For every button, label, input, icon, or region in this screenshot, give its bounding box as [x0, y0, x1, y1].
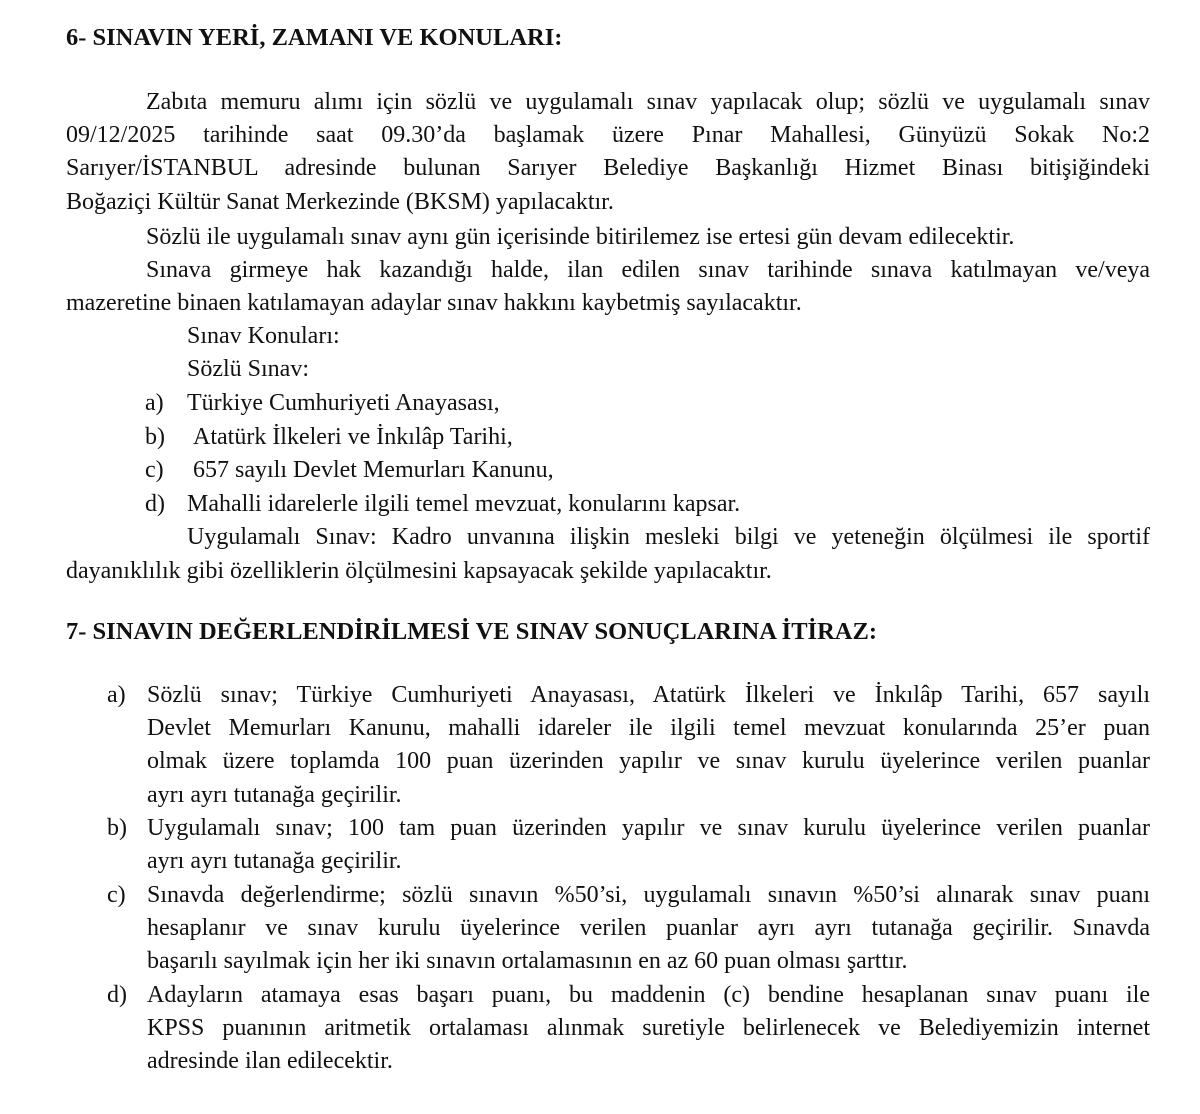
text-line: Devlet Memurları Kanunu, mahalli idareler ile ilgili temel mevzuat konularında 25’er puan [147, 715, 1150, 741]
text-line: Sarıyer/İSTANBUL adresinde bulunan Sarıyer Belediye Başkanlığı Hizmet Binası bitişiğindeki [66, 155, 1150, 181]
text-line: ayrı ayrı tutanağa geçirilir. [147, 848, 402, 874]
text-line: Boğaziçi Kültür Sanat Merkezinde (BKSM) yapılacaktır. [66, 189, 614, 215]
text-line: Sınavda değerlendirme; sözlü sınavın %50’si, uygulamalı sınavın %50’si alınarak sınav puanı [147, 882, 1150, 908]
list-item-text: Atatürk İlkeleri ve İnkılâp Tarihi, [193, 424, 513, 450]
text-line: Uygulamalı Sınav: Kadro unvanına ilişkin mesleki bilgi ve yeteneğin ölçülmesi ile sportif [187, 524, 1150, 550]
text-line: Uygulamalı sınav; 100 tam puan üzerinden yapılır ve sınav kurulu üyelerince verilen puanlar [147, 815, 1150, 841]
text-line: başarılı sayılmak için her iki sınavın ortalamasının en az 60 puan olması şarttır. [147, 948, 908, 974]
list-item [145, 489, 740, 519]
list-marker: d) [145, 491, 165, 517]
section-6-paragraph-continuation: Sözlü ile uygulamalı sınav aynı gün içerisinde bitirilemez ise ertesi gün devam edilecektir. [146, 224, 1015, 250]
text-line: hesaplanır ve sınav kurulu üyelerince verilen puanlar ayrı ayrı tutanağa geçirilir. Sınavda [147, 915, 1150, 941]
list-marker: a) [107, 682, 126, 708]
list-item-text: Mahalli idarelerle ilgili temel mevzuat, konularını kapsar. [187, 491, 741, 517]
list-marker: c) [107, 882, 126, 908]
text-line: 09/12/2025 tarihinde saat 09.30’da başlamak üzere Pınar Mahallesi, Günyüzü Sokak No:2 [66, 122, 1150, 148]
list-item [145, 455, 554, 485]
section-7-heading: 7- SINAVIN DEĞERLENDİRİLMESİ VE SINAV SONUÇLARINA İTİRAZ: [66, 618, 877, 645]
text-line: dayanıklılık gibi özelliklerin ölçülmesini kapsayacak şekilde yapılacaktır. [66, 558, 772, 584]
exam-subjects-label: Sınav Konuları: [187, 323, 340, 349]
list-marker: b) [145, 424, 165, 450]
text-line: mazeretine binaen katılamayan adaylar sınav hakkını kaybetmiş sayılacaktır. [66, 290, 802, 316]
text-line: Zabıta memuru alımı için sözlü ve uygulamalı sınav yapılacak olup; sözlü ve uygulamalı sınav [146, 89, 1150, 115]
text-line: Adayların atamaya esas başarı puanı, bu maddenin (c) bendine hesaplanan sınav puanı ile [147, 982, 1150, 1008]
list-item [145, 388, 500, 418]
list-marker: b) [107, 815, 127, 841]
list-marker: a) [145, 390, 164, 416]
list-item-text: 657 sayılı Devlet Memurları Kanunu, [193, 457, 554, 483]
text-line: adresinde ilan edilecektir. [147, 1048, 393, 1074]
text-line: KPSS puanının aritmetik ortalaması alınmak suretiyle belirlenecek ve Belediyemizin internet [147, 1015, 1150, 1041]
text-line: Sözlü sınav; Türkiye Cumhuriyeti Anayasası, Atatürk İlkeleri ve İnkılâp Tarihi, 657 sayılı [147, 682, 1150, 708]
list-item [145, 422, 513, 452]
list-marker: c) [145, 457, 164, 483]
list-marker: d) [107, 982, 127, 1008]
oral-exam-label: Sözlü Sınav: [187, 356, 310, 382]
section-6-heading: 6- SINAVIN YERİ, ZAMANI VE KONULARI: [66, 24, 563, 51]
text-line: Sınava girmeye hak kazandığı halde, ilan edilen sınav tarihinde sınava katılmayan ve/veya [146, 257, 1150, 283]
text-line: ayrı ayrı tutanağa geçirilir. [147, 782, 402, 808]
list-item-text: Türkiye Cumhuriyeti Anayasası, [187, 390, 500, 416]
text-line: olmak üzere toplamda 100 puan üzerinden yapılır ve sınav kurulu üyelerince verilen puanlar [147, 748, 1150, 774]
